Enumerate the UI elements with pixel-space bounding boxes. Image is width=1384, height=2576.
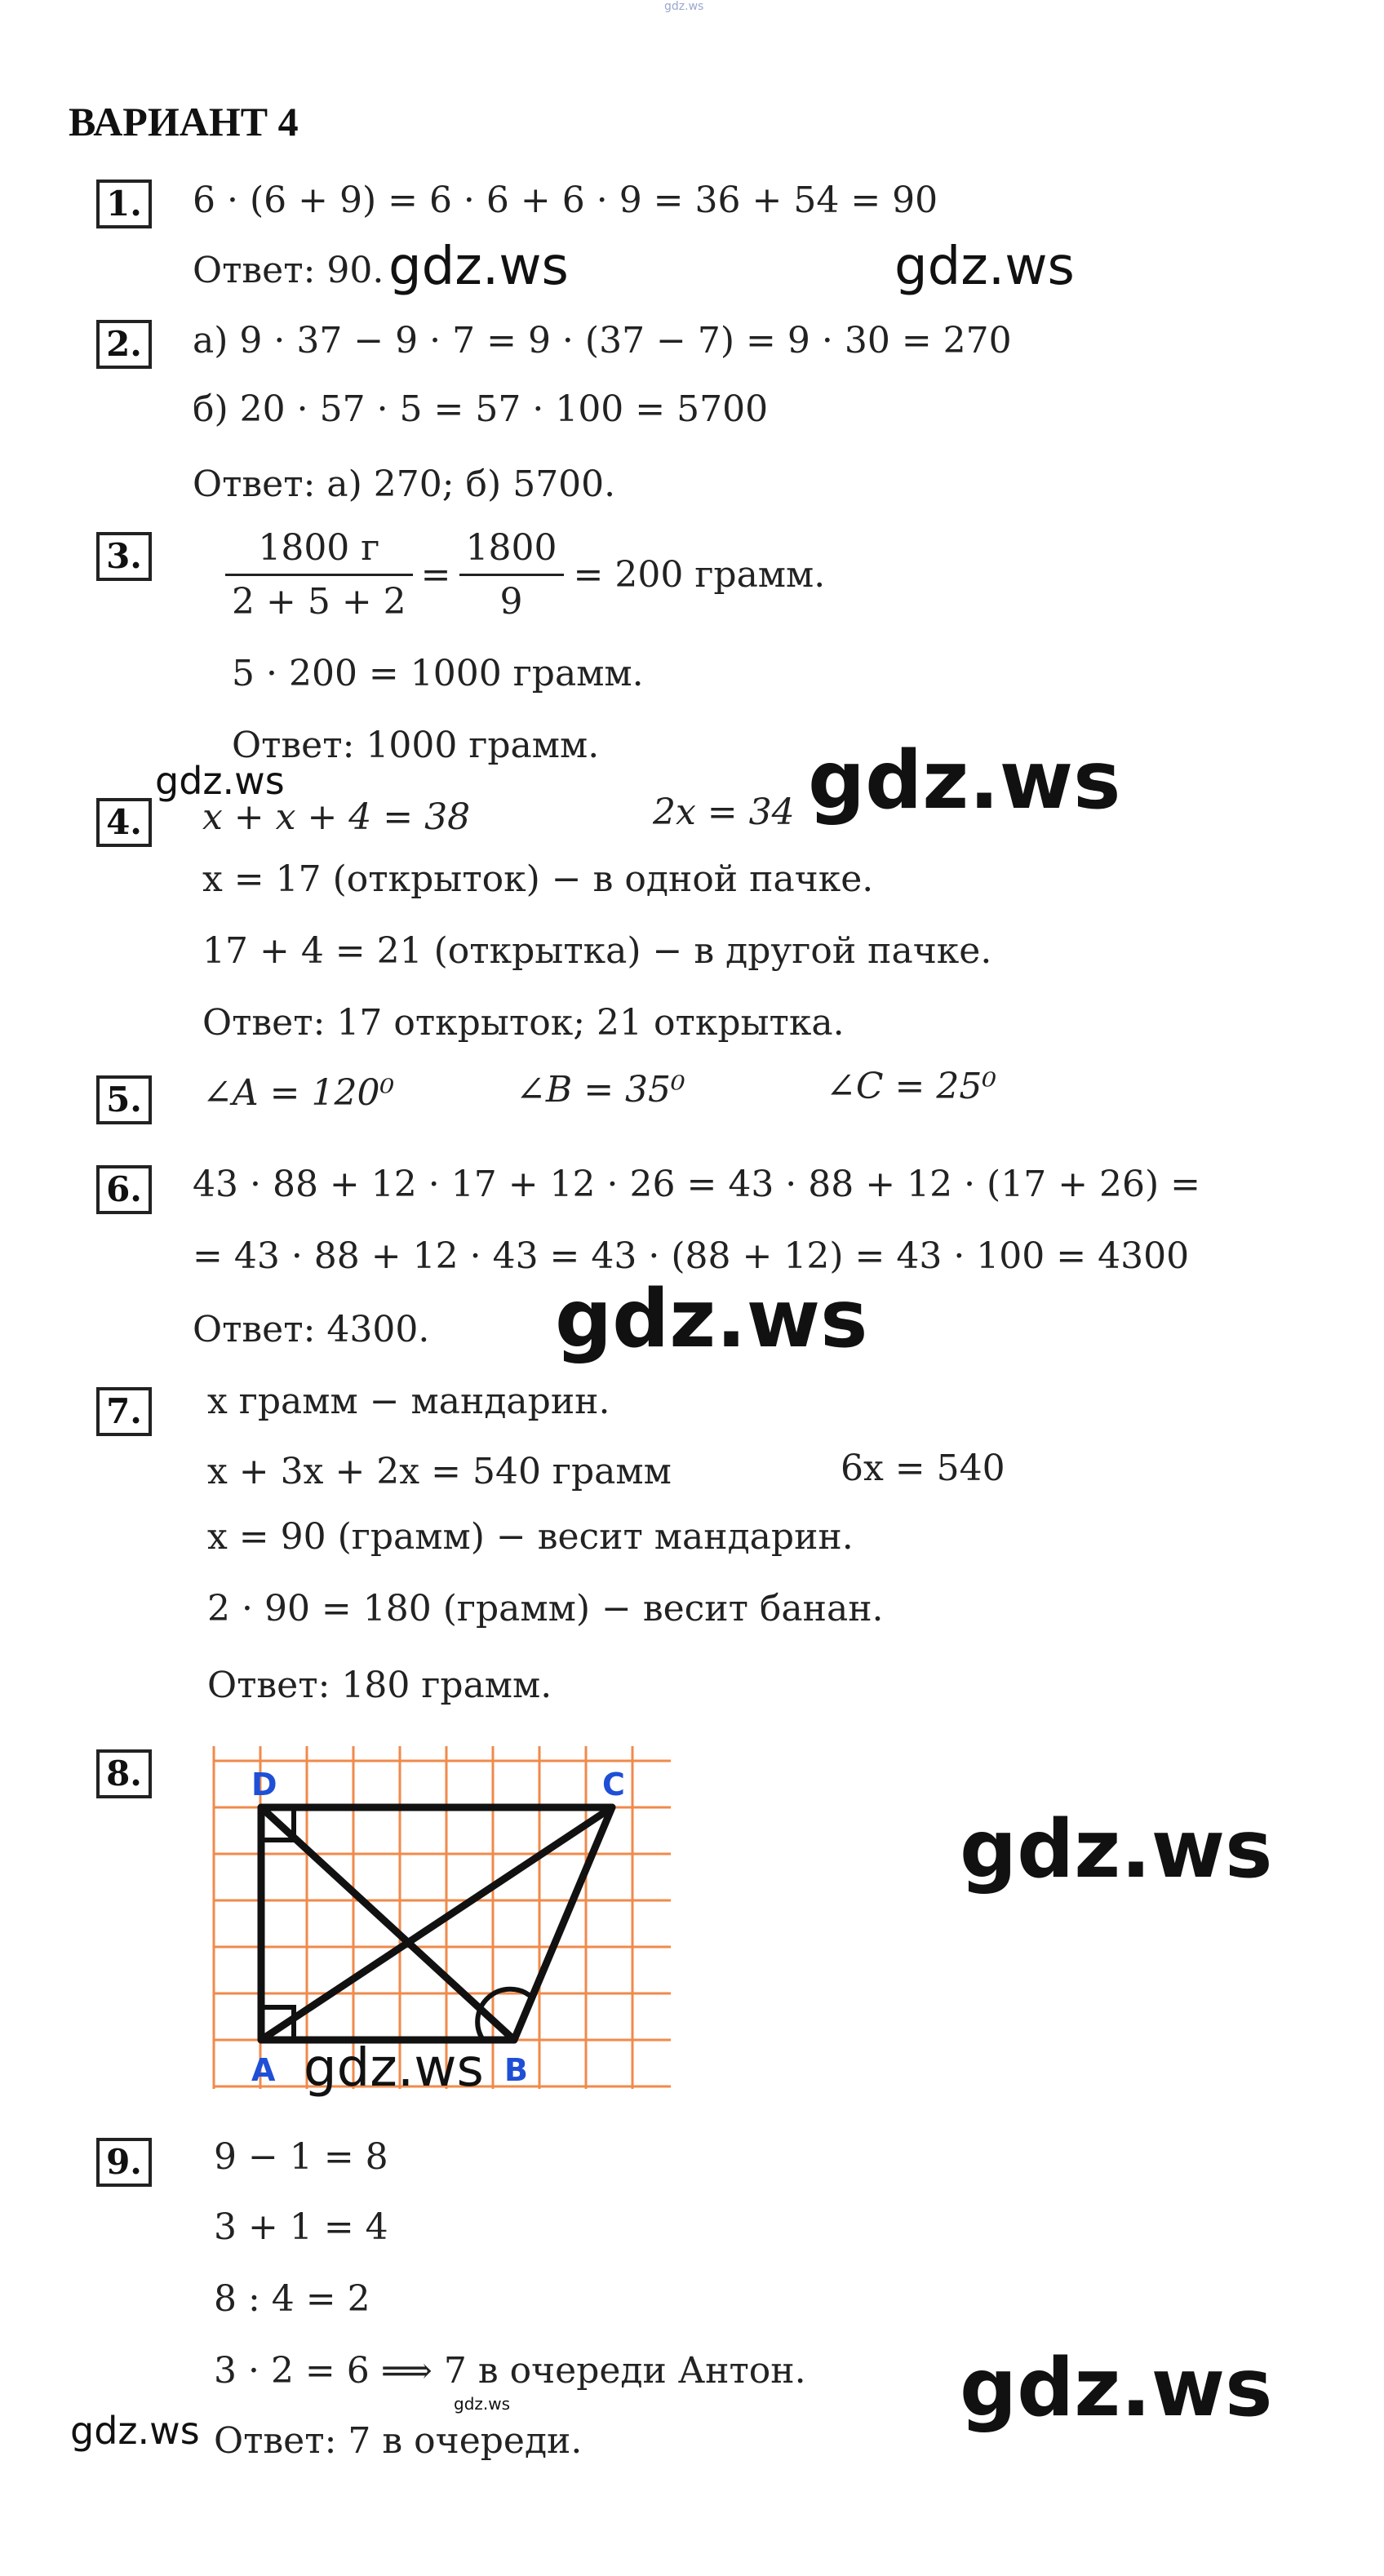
watermark: gdz.ws bbox=[960, 2342, 1273, 2435]
task1-answer: Ответ: 90. bbox=[193, 250, 384, 291]
vertex-label-c: C bbox=[602, 1767, 625, 1802]
task3-answer: Ответ: 1000 грамм. bbox=[232, 725, 600, 766]
task6-line-1: 43 · 88 + 12 · 17 + 12 · 26 = 43 · 88 + 12 · (17 + 26) = bbox=[193, 1164, 1201, 1205]
task3-fraction-equation bbox=[225, 527, 825, 623]
watermark-top: gdz.ws bbox=[664, 0, 704, 13]
task-number-1: 1. bbox=[96, 180, 152, 228]
task3-line-2: 5 · 200 = 1000 грамм. bbox=[232, 653, 644, 694]
task9-line-3: 8 : 4 = 2 bbox=[214, 2278, 370, 2320]
task4-equation: x + x + 4 = 38 bbox=[202, 796, 471, 838]
fraction-numerator: 1800 г bbox=[258, 527, 380, 569]
task5-angle-a: ∠A = 120⁰ bbox=[202, 1072, 395, 1114]
fraction-numerator: 1800 bbox=[465, 527, 557, 569]
task-number-7: 7. bbox=[96, 1387, 152, 1436]
task7-answer: Ответ: 180 грамм. bbox=[207, 1665, 552, 1706]
task7-equation: x + 3x + 2x = 540 грамм bbox=[207, 1451, 672, 1492]
diagonal-db bbox=[261, 1807, 514, 2040]
task9-line-4: 3 · 2 = 6 ⟹ 7 в очереди Антон. bbox=[214, 2350, 806, 2392]
watermark: gdz.ws bbox=[960, 1803, 1273, 1896]
task7-line-2: x = 90 (грамм) − весит мандарин. bbox=[207, 1516, 854, 1558]
task3-result: = 200 грамм. bbox=[573, 554, 826, 596]
watermark: gdz.ws bbox=[555, 1273, 868, 1366]
watermark: gdz.ws bbox=[70, 2409, 200, 2453]
task2-line-b: б) 20 · 57 · 5 = 57 · 100 = 5700 bbox=[193, 388, 769, 430]
task-number-6: 6. bbox=[96, 1165, 152, 1214]
task-number-4: 4. bbox=[96, 798, 152, 847]
task9-line-2: 3 + 1 = 4 bbox=[214, 2206, 388, 2248]
task4-answer: Ответ: 17 открыток; 21 открытка. bbox=[202, 1002, 845, 1044]
vertex-label-b: B bbox=[504, 2052, 528, 2088]
task4-line-1: x = 17 (открыток) − в одной пачке. bbox=[202, 858, 874, 900]
task5-angle-b: ∠B = 35⁰ bbox=[516, 1069, 685, 1111]
task4-line-2: 17 + 4 = 21 (открытка) − в другой пачке. bbox=[202, 930, 992, 972]
task-number-5: 5. bbox=[96, 1075, 152, 1124]
watermark: gdz.ws bbox=[454, 2394, 511, 2414]
task6-answer: Ответ: 4300. bbox=[193, 1309, 430, 1350]
equals-sign: = bbox=[420, 554, 451, 596]
watermark: gdz.ws bbox=[155, 759, 285, 803]
quadrilateral-figure bbox=[261, 1807, 612, 2040]
task2-line-a: а) 9 · 37 − 9 · 7 = 9 · (37 − 7) = 9 · 30 = 270 bbox=[193, 320, 1012, 361]
fraction-denominator: 9 bbox=[499, 581, 523, 623]
watermark: gdz.ws bbox=[388, 237, 569, 297]
task7-equation-2: 6x = 540 bbox=[841, 1448, 1005, 1489]
task6-line-2: = 43 · 88 + 12 · 43 = 43 · (88 + 12) = 43 · 100 = 4300 bbox=[193, 1235, 1190, 1277]
vertex-label-d: D bbox=[251, 1767, 277, 1802]
watermark: gdz.ws bbox=[894, 237, 1075, 297]
task9-line-1: 9 − 1 = 8 bbox=[214, 2136, 388, 2178]
task9-answer: Ответ: 7 в очереди. bbox=[214, 2420, 583, 2462]
task-number-8: 8. bbox=[96, 1749, 152, 1798]
task-number-9: 9. bbox=[96, 2138, 152, 2187]
watermark: gdz.ws bbox=[304, 2038, 484, 2099]
task7-line-1: x грамм − мандарин. bbox=[207, 1381, 610, 1422]
watermark: gdz.ws bbox=[808, 734, 1121, 827]
task2-answer: Ответ: а) 270; б) 5700. bbox=[193, 463, 616, 505]
task1-line-1: 6 · (6 + 9) = 6 · 6 + 6 · 9 = 36 + 54 = 90 bbox=[193, 180, 938, 221]
task-number-3: 3. bbox=[96, 532, 152, 581]
task3-fraction-2 bbox=[459, 527, 564, 623]
page-title: ВАРИАНТ 4 bbox=[69, 99, 299, 144]
task7-line-3: 2 · 90 = 180 (грамм) − весит банан. bbox=[207, 1588, 884, 1629]
task3-fraction-1 bbox=[225, 527, 413, 623]
task4-equation-2: 2x = 34 bbox=[653, 791, 795, 833]
fraction-denominator: 2 + 5 + 2 bbox=[232, 581, 406, 623]
task-number-2: 2. bbox=[96, 320, 152, 369]
task5-angle-c: ∠C = 25⁰ bbox=[826, 1066, 996, 1107]
vertex-label-a: A bbox=[251, 2052, 276, 2088]
